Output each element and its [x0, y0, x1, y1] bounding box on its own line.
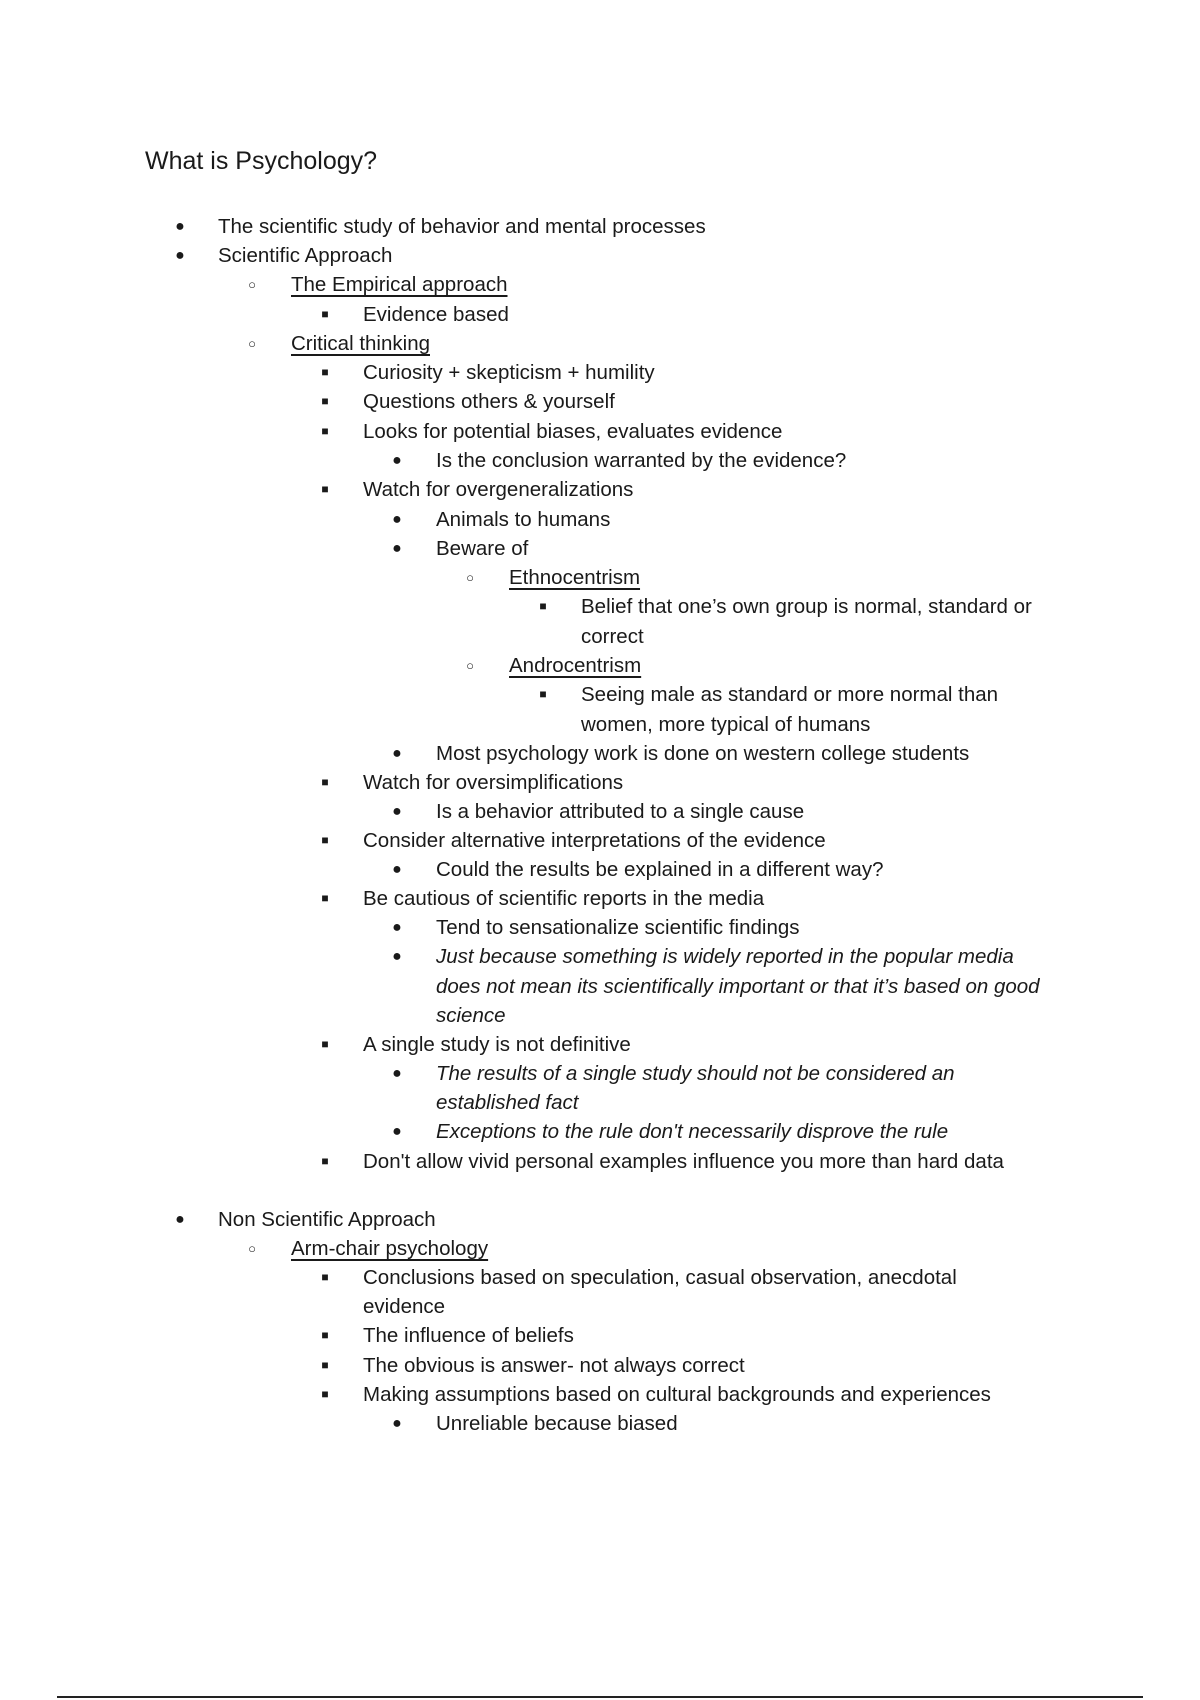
outline-item-text: Conclusions based on speculation, casual observation, anecdotal	[363, 1266, 957, 1289]
bullet-marker: ■	[321, 307, 329, 321]
outline-item-text: Curiosity + skepticism + humility	[363, 361, 655, 384]
outline-item-text: Non Scientific Approach	[218, 1208, 436, 1231]
bullet-marker: ■	[539, 687, 547, 701]
bullet-marker: ●	[392, 919, 402, 936]
outline-item-text: Is the conclusion warranted by the evidence?	[436, 449, 847, 472]
bullet-marker: ●	[175, 247, 185, 264]
bullet-marker: ■	[539, 599, 547, 613]
outline-item-text: Just because something is widely reported in the popular media	[436, 945, 1014, 968]
outline-item-text: Watch for overgeneralizations	[363, 478, 634, 501]
bullet-marker: ■	[321, 482, 329, 496]
bullet-marker: ●	[392, 1065, 402, 1082]
outline-item-text: Beware of	[436, 537, 529, 560]
outline-item-text: Be cautious of scientific reports in the media	[363, 887, 765, 910]
outline-item-text: A single study is not definitive	[363, 1033, 631, 1056]
bullet-marker: ●	[392, 1415, 402, 1432]
bullet-marker: ○	[466, 570, 474, 585]
bullet-marker: ○	[248, 336, 256, 351]
page-bottom-rule	[57, 1696, 1143, 1698]
bullet-marker: ●	[392, 1123, 402, 1140]
bullet-marker: ●	[392, 511, 402, 528]
outline-item-text: The influence of beliefs	[363, 1324, 574, 1347]
outline-item-text: Animals to humans	[436, 508, 611, 531]
outline-item-text: evidence	[363, 1295, 446, 1318]
outline-item-text: Arm-chair psychology	[291, 1237, 489, 1260]
bullet-marker: ○	[248, 277, 256, 292]
bullet-marker: ●	[392, 540, 402, 557]
outline-item-text: Could the results be explained in a different way?	[436, 858, 884, 881]
bullet-marker: ■	[321, 424, 329, 438]
outline-item-text: Critical thinking	[291, 332, 430, 355]
bullet-marker: ●	[175, 1211, 185, 1228]
bullet-marker: ●	[392, 452, 402, 469]
bullet-marker: ■	[321, 1387, 329, 1401]
bullet-marker: ■	[321, 394, 329, 408]
bullet-marker: ■	[321, 1154, 329, 1168]
bullet-marker: ■	[321, 1358, 329, 1372]
outline-item-text: does not mean its scientifically important or that it’s based on good	[436, 975, 1040, 998]
bullet-marker: ○	[248, 1241, 256, 1256]
bullet-marker: ■	[321, 1328, 329, 1342]
outline-item-text: Most psychology work is done on western college students	[436, 742, 970, 765]
bullet-marker: ●	[175, 218, 185, 235]
outline-item-text: Looks for potential biases, evaluates evidence	[363, 420, 783, 443]
bullet-marker: ●	[392, 803, 402, 820]
outline-item-text: Evidence based	[363, 303, 509, 326]
outline-item-text: Tend to sensationalize scientific findings	[436, 916, 800, 939]
bullet-marker: ●	[392, 745, 402, 762]
bullet-marker: ●	[392, 861, 402, 878]
outline-item-text: correct	[581, 625, 644, 648]
outline-item-text: science	[436, 1004, 506, 1027]
outline-item-text: Don't allow vivid personal examples influence you more than hard data	[363, 1150, 1004, 1173]
outline-item-text: Exceptions to the rule don't necessarily disprove the rule	[436, 1120, 949, 1143]
bullet-marker: ●	[392, 948, 402, 965]
outline-item-text: Androcentrism	[509, 654, 642, 677]
outline-item-text: Belief that one’s own group is normal, standard or	[581, 595, 1032, 618]
bullet-marker: ■	[321, 1037, 329, 1051]
outline-item-text: established fact	[436, 1091, 579, 1114]
page-title: What is Psychology?	[145, 147, 378, 175]
bullet-marker: ■	[321, 1270, 329, 1284]
outline-item-text: Seeing male as standard or more normal than	[581, 683, 999, 706]
outline-item-text: Making assumptions based on cultural backgrounds and experiences	[363, 1383, 991, 1406]
bullet-marker: ○	[466, 658, 474, 673]
bullet-marker: ■	[321, 891, 329, 905]
outline-item-text: Scientific Approach	[218, 244, 393, 267]
outline-item-text: The results of a single study should not be considered an	[436, 1062, 955, 1085]
outline-item-text: The scientific study of behavior and mental processes	[218, 215, 706, 238]
outline-item-text: Watch for oversimplifications	[363, 771, 624, 794]
outline-item-text: women, more typical of humans	[581, 713, 871, 736]
outline-item-text: The Empirical approach	[291, 273, 508, 296]
bullet-marker: ■	[321, 775, 329, 789]
bullet-marker: ■	[321, 833, 329, 847]
outline-item-text: Questions others & yourself	[363, 390, 615, 413]
outline-item-text: The obvious is answer- not always correct	[363, 1354, 745, 1377]
outline-item-text: Consider alternative interpretations of the evidence	[363, 829, 826, 852]
outline-item-text: Unreliable because biased	[436, 1412, 678, 1435]
outline-item-text: Ethnocentrism	[509, 566, 641, 589]
bullet-marker: ■	[321, 365, 329, 379]
outline-item-text: Is a behavior attributed to a single cause	[436, 800, 805, 823]
